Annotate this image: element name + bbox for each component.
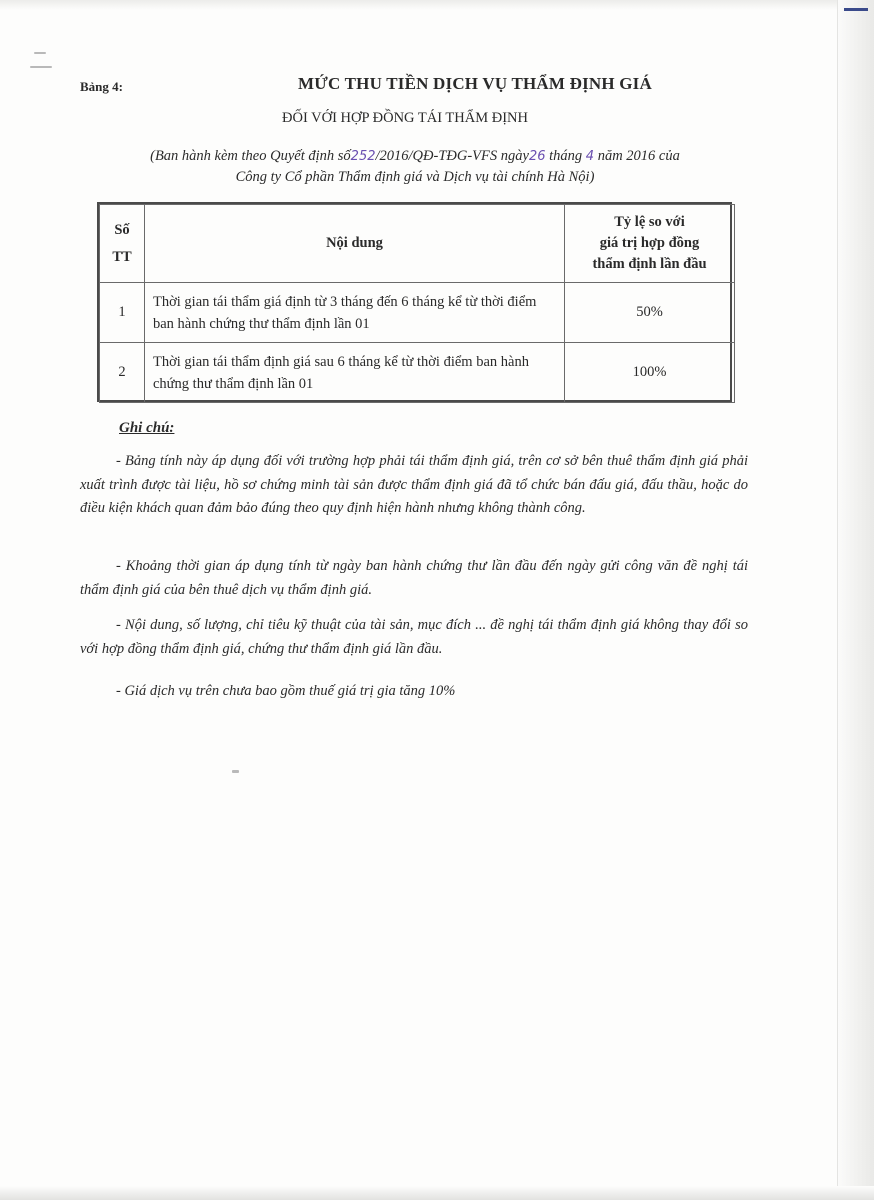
fee-table [97,202,732,402]
document-subtitle: ĐỐI VỚI HỢP ĐỒNG TÁI THẨM ĐỊNH [282,110,528,126]
row-content: Thời gian tái thẩm giá định từ 3 tháng đến 6 tháng kể từ thời điểm ban hành chứng thư thẩm định lần 01 [145,283,565,343]
row-number: 1 [100,283,145,343]
note-paragraph: - Giá dịch vụ trên chưa bao gồm thuế giá trị gia tăng 10% [116,683,456,699]
header-no [100,205,145,283]
issuance-line-2: Công ty Cổ phần Thẩm định giá và Dịch vụ tài chính Hà Nội) [235,169,595,185]
table-row [100,283,735,343]
row-rate: 50% [565,283,735,343]
note-paragraph: - Nội dung, số lượng, chỉ tiêu kỹ thuật của tài sản, mục đích ... đề nghị tái thẩm định giá không thay đổi so với hợp đồng thẩm định giá, chứng thư thẩm định giá lần đầu. [80,617,748,657]
page-right-edge [837,0,874,1200]
header-content: Nội dung [145,205,565,283]
issuance-text: (Ban hành kèm theo Quyết định số [150,148,351,164]
header-rate [565,205,735,283]
header-rate-line: giá trị hợp đồng [599,235,700,251]
scan-speck [34,52,46,54]
header-no-line: TT [112,248,132,265]
header-rate-line: thẩm định lần đầu [592,256,707,272]
header-no-line: Số [114,221,130,238]
page-top-shadow [0,0,874,10]
handwritten-decision-number: 252 [350,149,376,164]
notes-heading: Ghi chú: [119,420,175,436]
table-label: Bảng 4: [80,79,123,94]
table-row [100,343,735,403]
issuance-text: tháng [545,148,586,164]
issuance-line-1 [110,146,720,167]
handwritten-day: 26 [528,149,546,164]
page-bottom-shadow [0,1186,874,1200]
issuance-text: năm 2016 của [594,148,680,164]
row-content: Thời gian tái thẩm định giá sau 6 tháng kể từ thời điểm ban hành chứng thư thẩm định lần 01 [145,343,565,403]
issuance-note [110,146,720,188]
scan-corner-mark [844,8,868,11]
header-rate-line: Tỷ lệ so với [614,214,685,230]
scan-speck [232,770,239,773]
note-paragraph: - Bảng tính này áp dụng đối với trường hợp phải tái thẩm định giá, trên cơ sở bên thuê thẩm định giá phải xuất trình được tài liệu, hồ sơ chứng minh tài sản được thẩm định giá đã tổ chức bán đấu giá, đấu thầu, hoặc do điều kiện khách quan đảm bảo đúng theo quy định hiện hành nhưng không thành công. [80,453,748,516]
note-paragraph: - Khoảng thời gian áp dụng tính từ ngày ban hành chứng thư lần đầu đến ngày gửi công văn đề nghị tái thẩm định giá của bên thuê dịch vụ thẩm định giá. [80,558,748,598]
table-header-row [100,205,735,283]
scan-speck [30,66,52,68]
issuance-text: /2016/QĐ-TĐG-VFS ngày [375,148,529,164]
handwritten-month: 4 [585,149,595,164]
document-title: MỨC THU TIỀN DỊCH VỤ THẨM ĐỊNH GIÁ [298,74,652,93]
row-rate: 100% [565,343,735,403]
row-number: 2 [100,343,145,403]
